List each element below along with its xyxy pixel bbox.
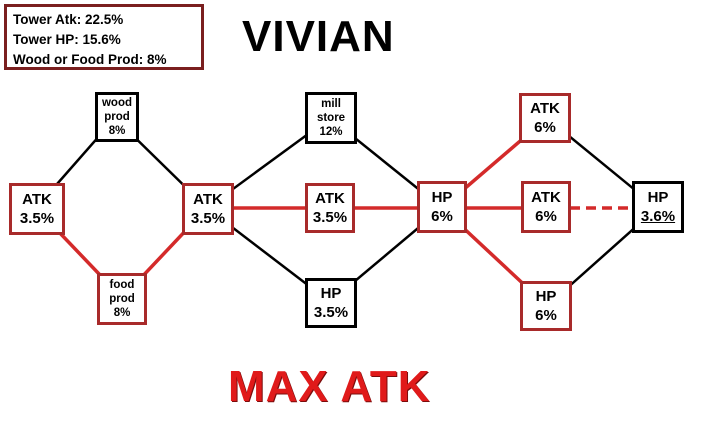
node-atk-3-value: 3.5%	[312, 209, 348, 226]
node-mill-store-value: 12%	[319, 126, 343, 138]
node-atk-3-label: ATK	[315, 190, 345, 207]
node-hp-3	[305, 278, 357, 328]
bonus-summary-box	[4, 4, 204, 70]
page-title: VIVIAN	[242, 12, 395, 61]
node-wood-prod-line1: wood	[101, 97, 133, 109]
node-hp-4-label: HP	[431, 189, 453, 206]
node-hp-5-label: HP	[535, 288, 557, 305]
node-hp-5	[520, 281, 572, 331]
node-atk-1	[9, 183, 65, 235]
node-atk-1-label: ATK	[22, 191, 52, 208]
node-hp-3-label: HP	[320, 285, 342, 302]
node-atk-3	[305, 183, 355, 233]
node-food-prod-value: 8%	[113, 307, 131, 319]
summary-prod: Wood or Food Prod: 8%	[13, 52, 167, 67]
node-hp-4-value: 6%	[431, 208, 453, 225]
node-food-prod-line1: food	[109, 279, 135, 291]
node-mill-store	[305, 92, 357, 144]
node-hp-5-value: 6%	[535, 307, 557, 324]
node-wood-prod	[95, 92, 139, 142]
node-hp-3-value: 3.5%	[313, 304, 349, 321]
node-atk-5a-value: 6%	[534, 119, 556, 136]
node-wood-prod-line2: prod	[104, 111, 130, 123]
node-atk-5a-label: ATK	[530, 100, 560, 117]
node-mill-store-line1: mill	[321, 98, 341, 110]
node-atk-5b-label: ATK	[531, 189, 561, 206]
node-atk-5b-value: 6%	[535, 208, 557, 225]
node-mill-store-line2: store	[316, 112, 346, 124]
node-food-prod	[97, 273, 147, 325]
summary-tower-atk: Tower Atk: 22.5%	[13, 12, 124, 27]
summary-tower-hp: Tower HP: 15.6%	[13, 32, 121, 47]
node-hp-6-value: 3.6%	[640, 208, 676, 225]
node-atk-2-value: 3.5%	[190, 210, 226, 227]
node-atk-2-label: ATK	[193, 191, 223, 208]
node-atk-2	[182, 183, 234, 235]
node-atk-5a	[519, 93, 571, 143]
node-wood-prod-value: 8%	[108, 125, 126, 137]
node-hp-4	[417, 181, 467, 233]
node-atk-1-value: 3.5%	[19, 210, 55, 227]
node-atk-5b	[521, 181, 571, 233]
node-food-prod-line2: prod	[109, 293, 135, 305]
node-hp-6	[632, 181, 684, 233]
node-hp-6-label: HP	[647, 189, 669, 206]
footer-max-atk: MAX ATK	[228, 362, 431, 411]
